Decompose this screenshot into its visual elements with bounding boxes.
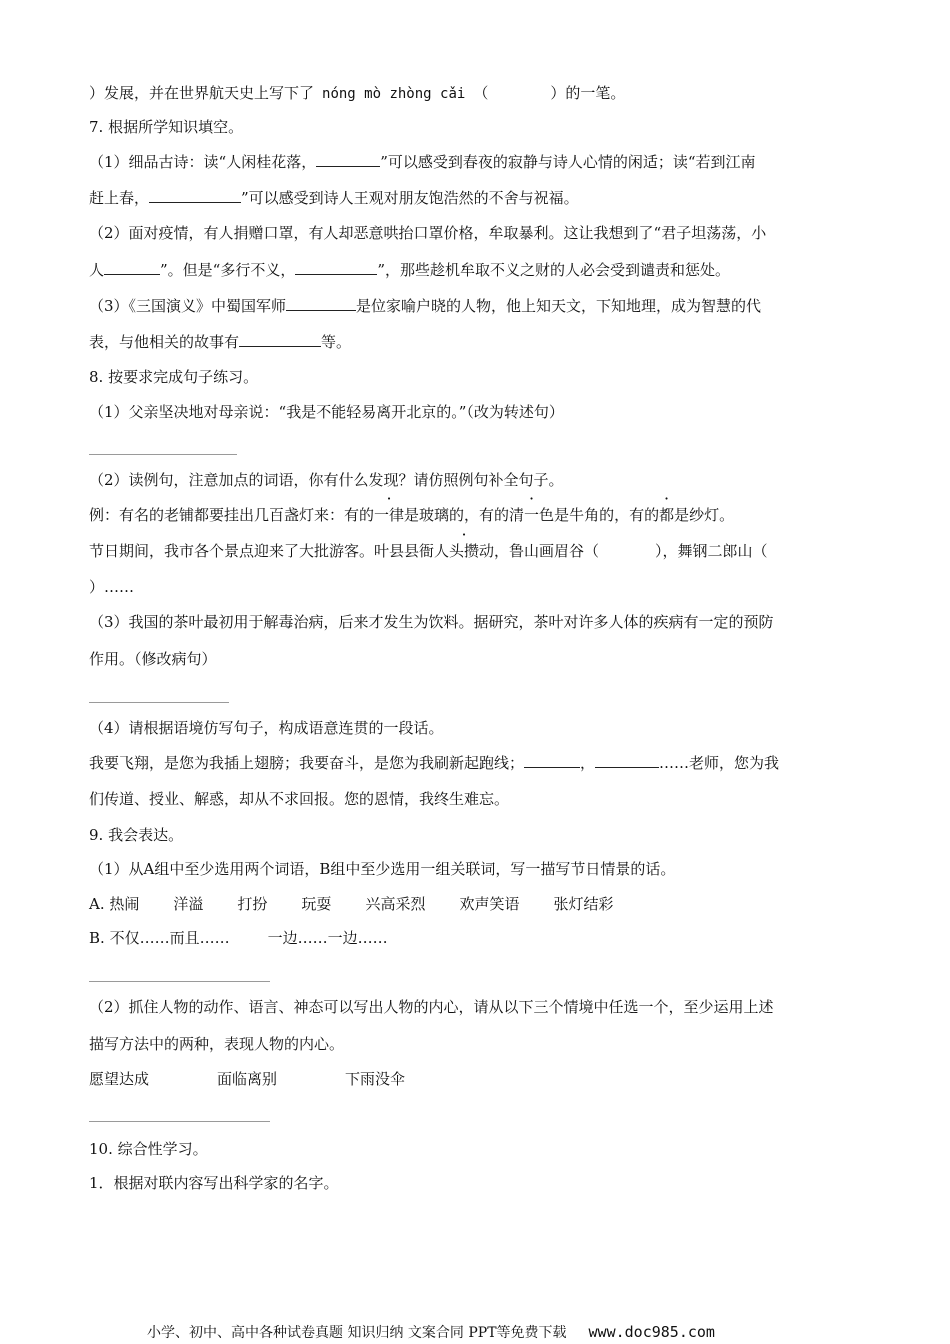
continuation-line: ）发展，并在世界航天史上写下了 nóng mò zhòng cǎi （ ）的一笔。	[89, 84, 626, 102]
group-a-words: A. 热闹 洋溢 打扮 玩耍 兴高采烈 欢声笑语 张灯结彩	[89, 895, 614, 913]
answer-blank[interactable]	[149, 188, 241, 203]
festival-sentence: 节日期间，我市各个景点迎来了大批游客。叶县县衙人头攒动，鲁山画眉谷（ ），舞钢二郎山（	[89, 542, 768, 560]
answer-blank[interactable]	[524, 753, 580, 768]
festival-sentence-end: ）……	[89, 578, 135, 596]
answer-line[interactable]	[89, 702, 229, 703]
q8-part4: （4）请根据语境仿写句子，构成语意连贯的一段话。	[89, 719, 444, 737]
question-10-title: 10. 综合性学习。	[89, 1140, 208, 1158]
q8-part3-line2: 作用。（修改病句）	[89, 650, 217, 668]
q9-part2-line2: 描写方法中的两种，表现人物的内心。	[89, 1035, 345, 1053]
q7-part1-line2: 赶上春， ”可以感受到诗人王观对朋友饱浩然的不舍与祝福。	[89, 189, 579, 207]
dotted-word: 一律	[374, 506, 405, 524]
q8-part4-line2: 们传道、授业、解惑，却从不求回报。您的恩情，我终生难忘。	[89, 790, 510, 808]
q8-part4-line1: 我要飞翔，是您为我插上翅膀；我要奋斗，是您为我刷新起跑线； ， ……老师，您为我	[89, 754, 780, 772]
q10-part1: 1．根据对联内容写出科学家的名字。	[89, 1174, 339, 1192]
answer-blank[interactable]	[239, 332, 321, 347]
footer-link[interactable]: www.doc985.com	[588, 1323, 715, 1341]
pinyin: nóng mò zhòng cǎi	[322, 86, 466, 102]
group-b-words: B. 不仅……而且…… 一边……一边……	[89, 929, 388, 947]
q7-part2-line2: 人 ”。但是“多行不义， ”，那些趁机牟取不义之财的人必会受到谴责和惩处。	[89, 261, 731, 279]
q7-part2-line1: （2）面对疫情，有人捐赠口罩，有人却恶意哄抬口罩价格，牟取暴利。这让我想到了“君子坦荡荡，小	[89, 224, 767, 242]
q7-part3-line1: （3）《三国演义》中蜀国军师 是位家喻户晓的人物，他上知天文，下知地理，成为智慧的代	[89, 297, 762, 315]
question-8-title: 8. 按要求完成句子练习。	[89, 368, 259, 386]
answer-blank[interactable]	[104, 260, 160, 275]
question-7-title: 7. 根据所学知识填空。	[89, 118, 244, 136]
dotted-word: 清一色	[509, 506, 555, 524]
q8-part3-line1: （3）我国的茶叶最初用于解毒治病，后来才发生为饮料。据研究，茶叶对许多人体的疾病有一定的预防	[89, 613, 774, 631]
answer-blank[interactable]	[286, 296, 356, 311]
answer-blank[interactable]	[295, 260, 377, 275]
footer-text: 小学、初中、高中各种试卷真题 知识归纳 文案合同 PPT等免费下载	[147, 1325, 567, 1341]
answer-line[interactable]	[89, 454, 237, 455]
question-9-title: 9. 我会表达。	[89, 826, 184, 844]
q9-part1: （1）从A组中至少选用两个词语，B组中至少选用一组关联词，写一描写节日情景的话。	[89, 860, 676, 878]
example-sentence: 例：有名的老铺都要挂出几百盏灯来：有的一律是玻璃的，有的清一色是牛角的，有的都是纱灯。	[89, 506, 735, 524]
q8-part1: （1）父亲坚决地对母亲说：“我是不能轻易离开北京的。”（改为转述句）	[89, 403, 564, 421]
answer-line[interactable]	[89, 981, 270, 982]
answer-line[interactable]	[89, 1121, 270, 1122]
q7-part3-line2: 表，与他相关的故事有 等。	[89, 333, 352, 351]
answer-blank[interactable]	[316, 152, 380, 167]
dotted-word: 都	[659, 506, 675, 524]
dotted-word: 人头攒动	[434, 542, 495, 560]
q7-part1-line1: （1）细品古诗：读“人闲桂花落， ”可以感受到春夜的寂静与诗人心情的闲适；读“若到江南	[89, 153, 756, 171]
answer-blank[interactable]	[595, 753, 659, 768]
scene-options: 愿望达成 面临离别 下雨没伞	[89, 1070, 406, 1088]
q9-part2-line1: （2）抓住人物的动作、语言、神态可以写出人物的内心，请从以下三个情境中任选一个，至少运用上述	[89, 998, 774, 1016]
q8-part2: （2）读例句，注意加点的词语，你有什么发现？请仿照例句补全句子。	[89, 471, 564, 489]
page-footer	[147, 1322, 715, 1343]
